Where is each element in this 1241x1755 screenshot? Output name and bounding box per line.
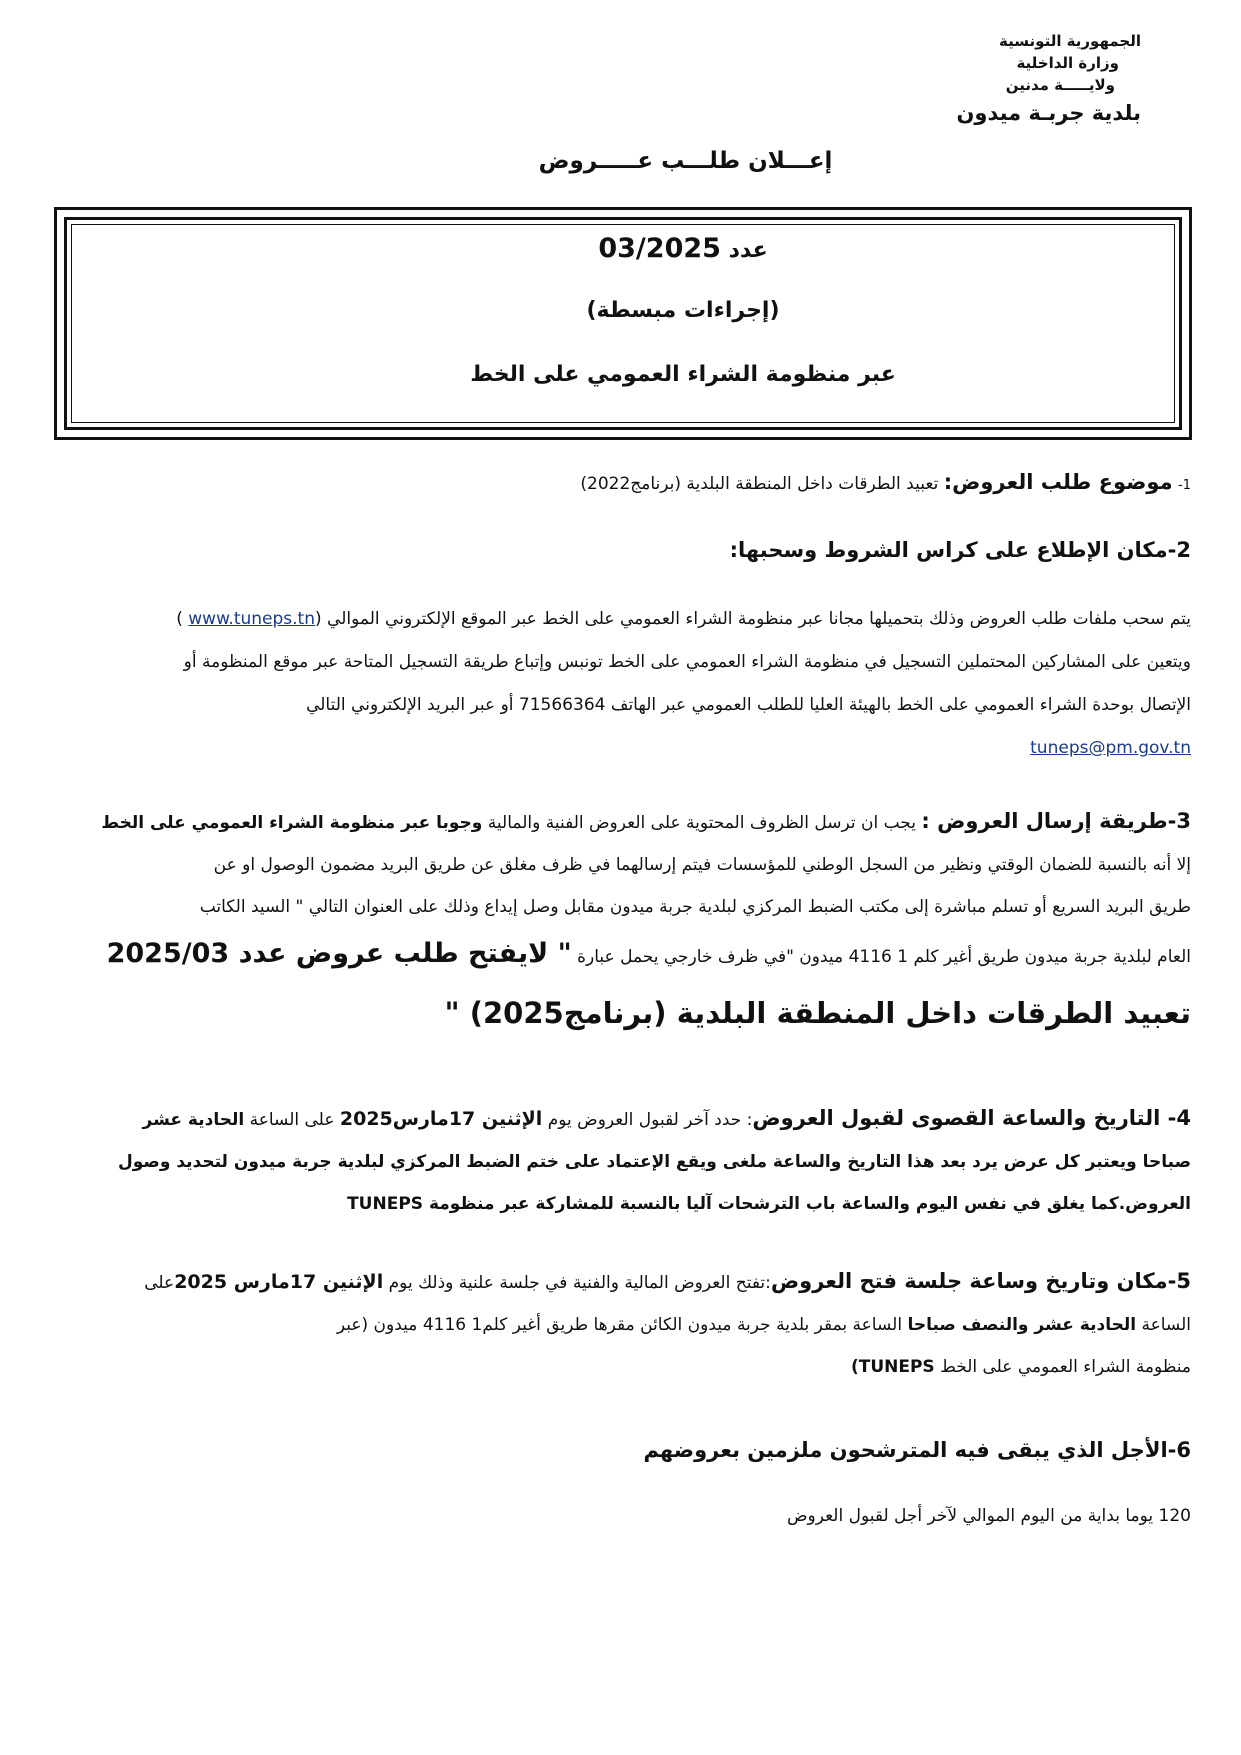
- governorate-label: ولايـــــة مدنين: [1005, 76, 1115, 94]
- section-2-heading: [51, 530, 1191, 573]
- section-5-heading: 5-مكان وتاريخ وساعة جلسة فتح العروض: [770, 1269, 1191, 1293]
- section-4-line-3: العروض.كما يغلق في نفس اليوم والساعة باب الترشحات آليا بالنسبة للمشاركة عبر منظومة TUNEPS: [347, 1194, 1191, 1214]
- section-2-line-1: [51, 598, 1191, 641]
- section-3-line-2: إلا أنه بالنسبة للضمان الوقتي ونظير من السجل الوطني للمؤسسات فيتم إرسالهما في ظرف مغلق عن طريق البريد مضمون الوصول او عن: [213, 855, 1191, 875]
- section-3: [51, 800, 1191, 1048]
- section-5-line-2a: الساعة: [1136, 1315, 1191, 1335]
- title-frame-inner: [64, 217, 1182, 430]
- section-5-line-1c: على: [144, 1273, 175, 1293]
- ministry-label: وزارة الداخلية: [1016, 54, 1119, 72]
- tuneps-link[interactable]: www.tuneps.tn: [188, 609, 316, 629]
- section-4-line-1c: على الساعة: [244, 1110, 340, 1130]
- section-2-line-2: ويتعين على المشاركين المحتملين التسجيل في منظومة الشراء العمومي على الخط تونبس وإتباع طريقة التسجيل المتاحة عبر موقع المنظومة أو: [183, 652, 1191, 672]
- section-2-heading-text: 2-مكان الإطلاع على كراس الشروط وسحبها:: [729, 538, 1191, 562]
- title-frame-inner-line: [71, 224, 1175, 423]
- section-6: [51, 1430, 1191, 1473]
- section-3-line-5-text: تعبيد الطرقات داخل المنطقة البلدية (برنامج2025) ": [444, 996, 1191, 1030]
- section-5-line-1: [51, 1260, 1191, 1304]
- section-4-hour: الحادية عشر: [142, 1110, 245, 1130]
- section-5-line-2: [51, 1304, 1191, 1346]
- section-5: [51, 1260, 1191, 1388]
- republic-label: الجمهورية التونسية: [999, 32, 1141, 50]
- section-4-heading: 4- التاريخ والساعة القصوى لقبول العروض: [752, 1106, 1191, 1130]
- municipality-label: بلدية جربـة ميدون: [956, 101, 1141, 125]
- section-2-line-1-end: ): [176, 609, 189, 629]
- section-2-body: [51, 598, 1191, 770]
- announcement-title: إعـــلان طلـــب عـــــروض: [538, 148, 833, 174]
- section-3-line-5: [51, 983, 1191, 1048]
- section-3-line-4-bold: " لايفتح طلب عروض عدد 2025/03: [106, 938, 572, 969]
- section-4-line-2: صباحا ويعتبر كل عرض يرد بعد هذا التاريخ والساعة ملغى ويقع الإعتماد على ختم الضبط المركزي لبلدية جربة ميدون لتحديد وصول: [118, 1152, 1191, 1172]
- procedure-type: (إجراءات مبسطة): [586, 298, 780, 323]
- section-1-text: تعبيد الطرقات داخل المنطقة البلدية (برنامج2022): [580, 474, 939, 494]
- section-3-line-1-text: يجب ان ترسل الظروف المحتوية على العروض الفنية والمالية: [482, 813, 916, 833]
- section-5-tuneps: TUNEPS): [850, 1357, 935, 1377]
- tender-number-label: عدد: [728, 238, 768, 263]
- header-block: [811, 30, 1141, 128]
- section-3-line-4-text: العام لبلدية جربة ميدون طريق أغير كلم 1 4116 ميدون "في ظرف خارجي يحمل عبارة: [571, 947, 1191, 967]
- section-1: [51, 462, 1191, 506]
- section-6-heading: 6-الأجل الذي يبقى فيه المترشحون ملزمين بعروضهم: [643, 1438, 1191, 1462]
- section-3-line-1-bold: وجوبا عبر منظومة الشراء العمومي على الخط: [101, 813, 483, 833]
- title-frame: [54, 207, 1192, 440]
- section-6-body: 120 يوما بداية من اليوم الموالي لآخر أجل لقبول العروض: [786, 1506, 1191, 1526]
- section-3-heading: 3-طريقة إرسال العروض :: [921, 809, 1191, 833]
- section-5-line-1a: :تفتح العروض المالية والفنية في جلسة علنية وذلك يوم: [383, 1273, 771, 1293]
- section-2-line-4: [51, 727, 1191, 770]
- section-5-hour: الحادية عشر والنصف صباحا: [907, 1315, 1137, 1335]
- section-1-heading: موضوع طلب العروض:: [943, 470, 1173, 494]
- section-3-line-3: طريق البريد السريع أو تسلم مباشرة إلى مكتب الضبط المركزي لبلدية جربة ميدون مقابل وصل إيداع وذلك على العنوان التالي " السيد الكاتب: [199, 897, 1191, 917]
- section-4-line-1a: : حدد آخر لقبول العروض يوم: [542, 1110, 753, 1130]
- email-link[interactable]: tuneps@pm.gov.tn: [1030, 738, 1191, 758]
- tender-number-value: 03/2025: [598, 233, 721, 264]
- section-2-line-3: الإتصال بوحدة الشراء العمومي على الخط بالهيئة العليا للطلب العمومي عبر الهاتف 71566364 أو عبر البريد الإلكتروني التالي: [306, 695, 1191, 715]
- section-4-line-1: [51, 1097, 1191, 1141]
- section-5-line-3: [51, 1346, 1191, 1388]
- section-3-line-4: [51, 928, 1191, 983]
- section-4: [51, 1097, 1191, 1225]
- section-5-date: الإثنين 17مارس 2025: [174, 1271, 384, 1293]
- platform-line: عبر منظومة الشراء العمومي على الخط: [470, 362, 896, 387]
- section-3-line-1: [51, 800, 1191, 844]
- tender-number-line: [72, 233, 1174, 264]
- section-5-line-3a: منظومة الشراء العمومي على الخط: [934, 1357, 1191, 1377]
- section-4-date: الإثنين 17مارس2025: [339, 1108, 543, 1130]
- section-5-line-2c: الساعة بمقر بلدية جربة ميدون الكائن مقرها طريق أغير كلم1 4116 ميدون (عبر: [336, 1315, 908, 1335]
- section-2-line-1-text: يتم سحب ملفات طلب العروض وذلك بتحميلها مجانا عبر منظومة الشراء العمومي على الخط عبر الموقع الإلكتروني الموالي (: [315, 609, 1191, 629]
- section-1-number: 1-: [1178, 478, 1191, 493]
